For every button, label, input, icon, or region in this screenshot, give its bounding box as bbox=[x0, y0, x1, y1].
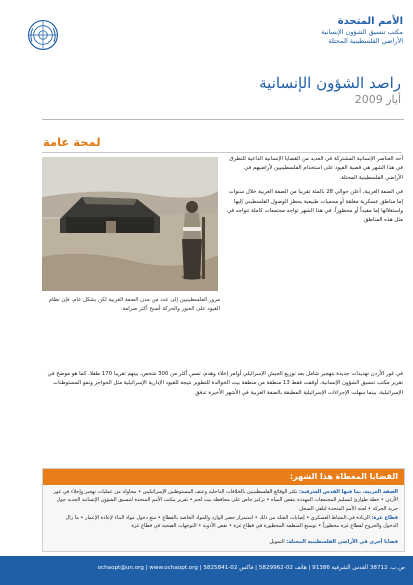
contact-info: ص.ب. 38712 القدس الشرقية 91386 | هاتف 02-5829962 | فاكس 02-5825841 | ochaopt@un.org | www.ochaopt.org bbox=[97, 565, 405, 571]
issue-west-bank bbox=[50, 488, 398, 513]
issue-other bbox=[50, 538, 398, 546]
issue-west-bank-label: الضفة الغربية، بما فيها القدس الشرقية: bbox=[299, 489, 398, 495]
un-emblem-icon bbox=[26, 18, 60, 52]
organization-name: الأمم المتحدة bbox=[337, 16, 403, 27]
issue-gaza-label: قطاع غزة: bbox=[371, 515, 398, 521]
issues-header-text: القضايا المغطاة هذا الشهر: bbox=[289, 472, 398, 481]
issues-header bbox=[43, 469, 404, 485]
bulletin-title: راصد الشؤون الإنسانية bbox=[259, 74, 401, 92]
organization-block bbox=[173, 16, 403, 46]
overview-paragraph-2: في الضفة الغربية، أعلن حوالي 28 بالمئة تقريبا من الضفة الغربية خلال سنوات إما مناطق عسكرية مغلقة أو محميات طبيعية يحظر الوصول الفلسطيني إليها واستغلالها إما مقيداً أو محظوراً. في هذا الشهر تواجه مجتمعات كاملة تتواجد في مثل هذه المناطق bbox=[227, 189, 403, 224]
header-divider bbox=[42, 119, 404, 120]
issue-gaza bbox=[50, 514, 398, 531]
issue-west-bank-text: تكثر الوقائع الفلسطينيين بالخلافات الداخلية وعنف المستوطنين الإسرائيليين • محاولة من عمليات تهجير وإخلاء في غور الأردن • خطة طوارئ لتسليم المجتمعات المهددة بنقص المياه • تركيز خاص على محافظة بيت لحم • تقرير مكتب الأمم المتحدة لتنسيق الشؤون الإنسانية الجديد حول حرية الحركة • لجنة الأمم المتحدة لتلقي السجل bbox=[53, 489, 398, 512]
tent-photo bbox=[42, 157, 218, 291]
overview-paragraph-1: أحد العناصر الإنسانية المشتركة في العديد من القضايا الإنسانية الداعية للتطرق في هذا الشهر هي قضية القيود على استخدام الفلسطينيين لأراضيهم في الأراضي الفلسطينية المحتلة. bbox=[229, 156, 403, 181]
overview-heading bbox=[42, 134, 402, 153]
issue-gaza-text: الزيادة في النشاط العسكري • إصابات القتلة من ذلك • استمرار حصر الوارد والمواد الخاصة بالقطاع • منع دخول مواد البناء لإعادة الإعمار • ما زال الدخول والخروج لقطاع غزة محظوراً • توسيع المنطقة المحظورة في قطاع غزة • نقص الأدوية • التوجهات الصحية في قطاع غزة bbox=[65, 515, 398, 530]
organization-region: الأراضي الفلسطينية المحتلة bbox=[328, 37, 403, 45]
bulletin-header bbox=[101, 74, 401, 106]
overview-column bbox=[226, 155, 403, 231]
contact-footer bbox=[0, 556, 413, 585]
overview-title-text: لمحة عامة bbox=[43, 135, 101, 149]
photo-caption: مرور الفلسطينيين إلى عدد من مدن الضفة الغربية لكن بشكل عام، فإن نظام القيود على العبور والحركة أصبح أكثر صرامة. bbox=[48, 297, 220, 312]
issue-other-text: التمويل bbox=[269, 539, 285, 545]
issue-other-label: قضايا أخرى في الأراضي الفلسطينية المحتلة: bbox=[286, 539, 398, 545]
overview-paragraph-3: في غور الأردن تهديدات جديدة بتهجير شامل بعد توزيع الجيش الإسرائيلي أوامر إخلاء وهدم، تمس أكثر من 300 شخص، بينهم تقريبا 170 طفلا. كما هو موضح في تقرير مكتب تنسيق الشؤون الإنسانية، أوقفت فقط 13 منطقة من منطقة بيت الخوالدة للتطوير نتيجة للقيود الإدارية الإسرائيلية مثل الحواجز ونمو المستوطنات الإسرائيلية، بينما سهلت الإجراءات الإسرائيلية المطبقة بالضفة الغربية في الأشهر الأخيرة تدفق bbox=[47, 371, 403, 396]
bulletin-date: أيار 2009 bbox=[354, 93, 401, 106]
organization-office: مكتب تنسيق الشؤون الإنسانية bbox=[321, 28, 403, 36]
issues-covered-box bbox=[42, 468, 405, 552]
